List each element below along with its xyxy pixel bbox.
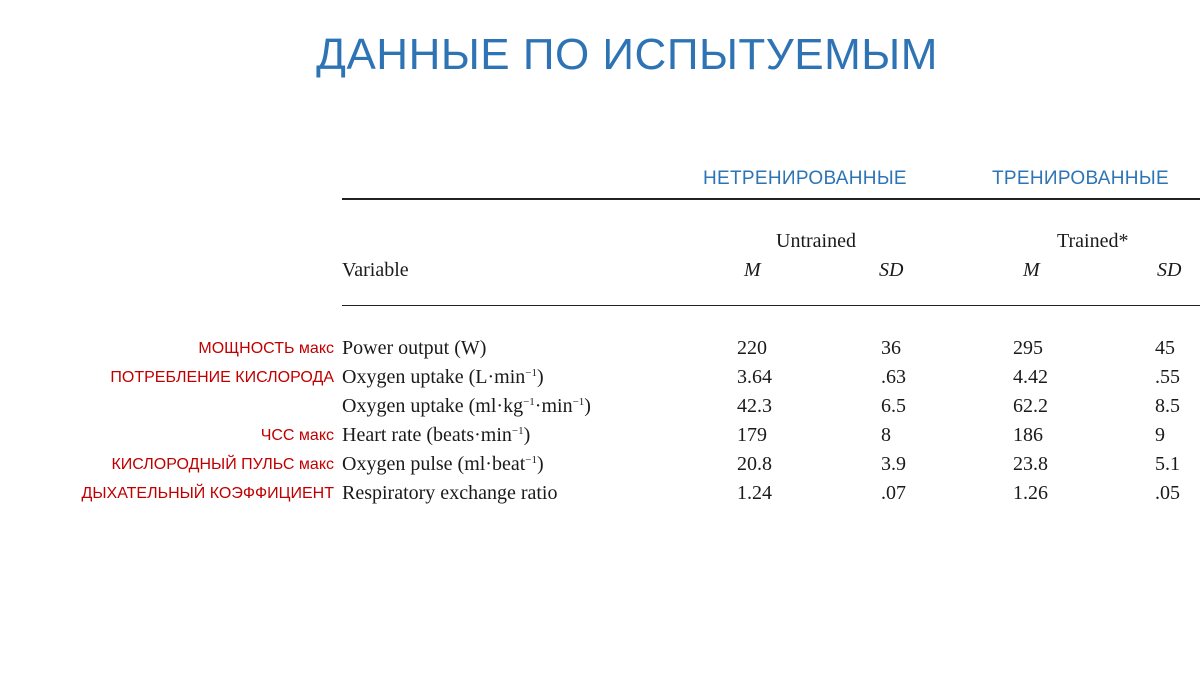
trained-group-header: Trained* <box>1057 230 1129 252</box>
trained-mean-cell: 295 <box>1013 337 1043 359</box>
trained-sd-cell: 8.5 <box>1155 395 1180 417</box>
untrained-group-header: Untrained <box>776 230 856 252</box>
ru-label: ЧСС макс <box>260 427 334 444</box>
trained-sd-cell: 9 <box>1155 424 1165 446</box>
trained-mean-cell: 62.2 <box>1013 395 1048 417</box>
trained-sd-header: SD <box>1157 259 1182 281</box>
variable-cell: Respiratory exchange ratio <box>342 482 558 504</box>
trained-mean-cell: 186 <box>1013 424 1043 446</box>
untrained-sd-header: SD <box>879 259 904 281</box>
untrained-sd-cell: 3.9 <box>881 453 906 475</box>
untrained-sd-cell: 8 <box>881 424 891 446</box>
trained-sd-cell: 45 <box>1155 337 1175 359</box>
ru-label: МОЩНОСТЬ макс <box>198 340 334 357</box>
table-top-rule <box>342 198 1200 200</box>
untrained-group-label-ru: НЕТРЕНИРОВАННЫЕ <box>703 168 907 189</box>
untrained-mean-cell: 20.8 <box>737 453 772 475</box>
ru-label: ПОТРЕБЛЕНИЕ КИСЛОРОДА <box>110 369 334 386</box>
ru-label: КИСЛОРОДНЫЙ ПУЛЬС макс <box>111 456 334 473</box>
variable-cell: Heart rate $(beats\cdot\min^{-1})$ <box>342 424 531 446</box>
ru-label: ДЫХАТЕЛЬНЫЙ КОЭФФИЦИЕНТ <box>81 485 334 502</box>
untrained-sd-cell: .63 <box>881 366 906 388</box>
trained-group-label-ru: ТРЕНИРОВАННЫЕ <box>992 168 1169 189</box>
untrained-mean-cell: 179 <box>737 424 767 446</box>
untrained-mean-cell: 220 <box>737 337 767 359</box>
untrained-sd-cell: .07 <box>881 482 906 504</box>
variable-cell: Oxygen uptake $(L\cdot\min^{-1})$ <box>342 366 544 388</box>
slide-title: ДАННЫЕ ПО ИСПЫТУЕМЫМ <box>316 30 938 79</box>
trained-mean-header: M <box>1023 259 1040 281</box>
variable-cell: Power output (W) <box>342 337 487 359</box>
trained-sd-cell: .05 <box>1155 482 1180 504</box>
untrained-mean-cell: 42.3 <box>737 395 772 417</box>
trained-sd-cell: 5.1 <box>1155 453 1180 475</box>
trained-sd-cell: .55 <box>1155 366 1180 388</box>
untrained-mean-header: M <box>744 259 761 281</box>
trained-mean-cell: 1.26 <box>1013 482 1048 504</box>
untrained-mean-cell: 1.24 <box>737 482 772 504</box>
variable-cell: Oxygen uptake $(ml\cdot kg^{-1}\cdot\min^{-1})$ <box>342 395 591 417</box>
untrained-mean-cell: 3.64 <box>737 366 772 388</box>
table-header-rule <box>342 305 1200 306</box>
variable-cell: Oxygen pulse (ml·beat$^{-1}$) <box>342 453 544 475</box>
untrained-sd-cell: 36 <box>881 337 901 359</box>
trained-mean-cell: 23.8 <box>1013 453 1048 475</box>
untrained-sd-cell: 6.5 <box>881 395 906 417</box>
variable-column-header: Variable <box>342 259 409 281</box>
trained-mean-cell: 4.42 <box>1013 366 1048 388</box>
